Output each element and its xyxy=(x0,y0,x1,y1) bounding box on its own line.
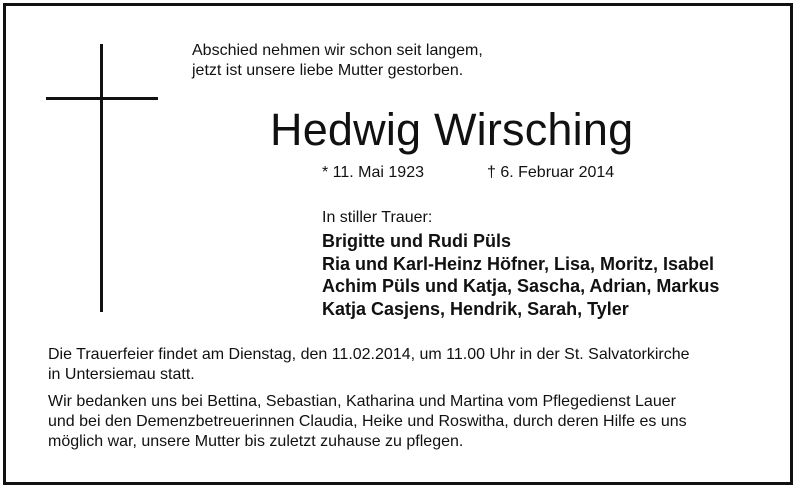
thanks-text xyxy=(48,392,768,452)
death-date: † 6. Februar 2014 xyxy=(487,164,615,181)
intro-text xyxy=(192,41,483,81)
deceased-name: Hedwig Wirsching xyxy=(270,104,634,155)
birth-date: * 11. Mai 1923 xyxy=(322,164,424,181)
mourner-line: Brigitte und Rudi Püls xyxy=(322,231,511,251)
cross-vertical-bar xyxy=(100,44,103,312)
intro-line: Abschied nehmen wir schon seit langem, xyxy=(192,42,483,59)
mourner-line: Katja Casjens, Hendrik, Sarah, Tyler xyxy=(322,298,629,319)
cross-horizontal-bar xyxy=(46,97,158,100)
mourning-label: In stiller Trauer: xyxy=(322,209,433,226)
intro-line: jetzt ist unsere liebe Mutter gestorben. xyxy=(192,62,464,79)
funeral-line: Die Trauerfeier findet am Dienstag, den 11.02.2014, um 11.00 Uhr in der St. Salvatorkirche xyxy=(48,346,690,363)
mourner-line: Ria und Karl-Heinz Höfner, Lisa, Moritz, Isabel xyxy=(322,253,715,274)
thanks-line: Wir bedanken uns bei Bettina, Sebastian, Katharina und Martina vom Pflegedienst Lauer xyxy=(48,393,676,410)
funeral-info xyxy=(48,345,768,385)
funeral-line: in Untersiemau statt. xyxy=(48,366,195,383)
thanks-line: und bei den Demenzbetreuerinnen Claudia, Heike und Roswitha, durch deren Hilfe es uns xyxy=(48,413,687,430)
mourners-list xyxy=(322,230,719,320)
mourner-line: Achim Püls und Katja, Sascha, Adrian, Markus xyxy=(322,276,720,296)
thanks-line: möglich war, unsere Mutter bis zuletzt zuhause zu pflegen. xyxy=(48,433,464,450)
